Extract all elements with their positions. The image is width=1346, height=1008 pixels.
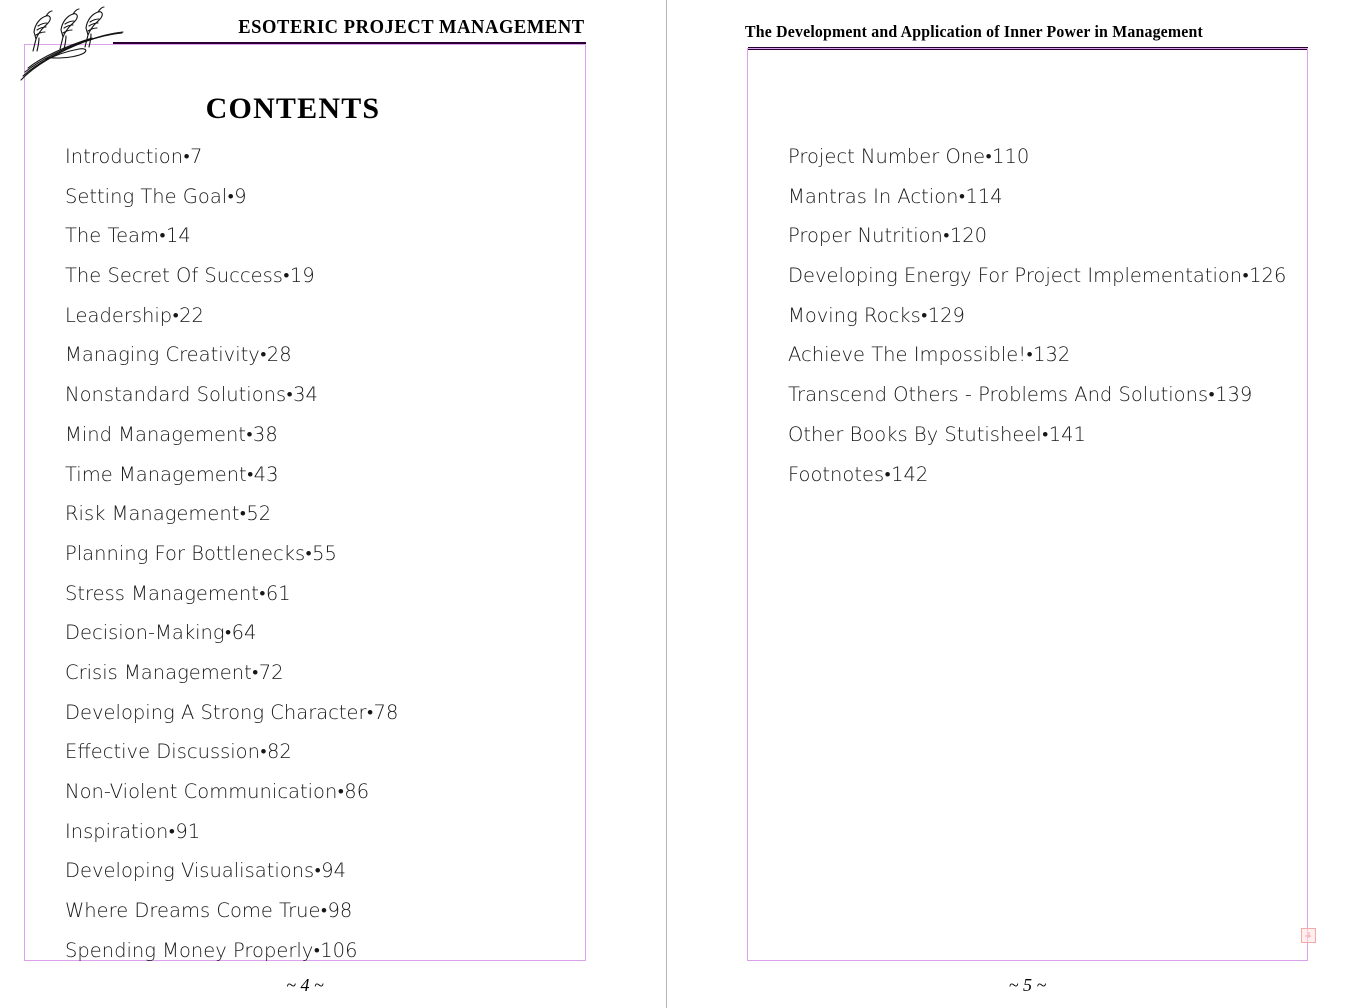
toc-entry-page-number: 64 [231,621,257,645]
toc-entry-separator-icon: • [314,861,321,882]
toc-entry[interactable] [65,660,565,700]
toc-entry-separator-icon: • [172,305,179,326]
toc-entry-title: Inspiration [65,819,169,843]
toc-entry-separator-icon: • [1242,266,1249,287]
toc-entry[interactable] [788,223,1288,263]
toc-entry-separator-icon: • [225,623,232,644]
toc-entry-page-number: 72 [258,660,284,684]
toc-entry-title: Time Management [65,462,247,486]
toc-entry-separator-icon: • [286,385,293,406]
toc-entry[interactable] [65,223,565,263]
toc-entry-page-number: 98 [327,899,353,923]
toc-entry-title: Leadership [65,303,173,327]
toc-entry-separator-icon: • [260,345,267,366]
toc-entry-title: Crisis Management [65,660,252,684]
toc-entry-separator-icon: • [239,504,246,525]
toc-entry-page-number: 142 [891,462,929,486]
toc-entry-page-number: 91 [175,819,201,843]
toc-entry[interactable] [65,700,565,740]
left-page-folio: ~ 4 ~ [286,975,324,995]
toc-entry-separator-icon: • [921,305,928,326]
toc-entry[interactable] [65,898,565,938]
toc-entry[interactable] [65,382,565,422]
toc-entry-separator-icon: • [313,940,320,961]
contents-heading: CONTENTS [205,92,381,125]
toc-entry-page-number: 114 [965,184,1003,208]
toc-entry-page-number: 9 [234,184,247,208]
toc-entry[interactable] [65,739,565,779]
toc-entry-page-number: 120 [949,224,988,248]
toc-entry[interactable] [788,144,1288,184]
toc-entry-page-number: 7 [190,145,203,168]
toc-entry-page-number: 55 [312,541,337,565]
toc-entry-title: Footnotes [788,462,885,486]
toc-entry[interactable] [65,144,565,184]
toc-entry-title: Mantras In Action [788,184,959,208]
toc-entry-title: Effective Discussion [65,740,260,764]
toc-entry-title: Achieve The Impossible! [788,343,1027,367]
toc-entry-separator-icon: • [252,662,259,683]
toc-entry-title: Spending Money Properly [65,938,314,962]
toc-entry-separator-icon: • [246,424,253,445]
toc-entry-page-number: 129 [927,303,965,327]
toc-entry[interactable] [65,541,565,581]
toc-entry-title: Developing A Strong Character [65,700,367,724]
toc-entry[interactable] [65,303,565,343]
right-toc-list [788,144,1288,501]
toc-entry[interactable] [65,184,565,224]
toc-entry-separator-icon: • [259,583,266,604]
toc-entry[interactable] [65,858,565,898]
toc-entry-page-number: 110 [992,145,1030,168]
toc-entry-page-number: 106 [320,938,358,962]
toc-entry-page-number: 86 [344,780,370,803]
toc-entry-title: Other Books By Stutisheel [788,422,1042,446]
toc-entry[interactable] [65,501,565,541]
toc-entry-page-number: 82 [266,740,292,764]
toc-entry[interactable] [65,819,565,859]
toc-entry-title: Introduction [65,145,184,168]
toc-entry[interactable] [788,303,1288,343]
toc-entry-title: Planning For Bottlenecks [65,541,306,565]
toc-entry-page-number: 61 [265,581,291,605]
toc-entry-separator-icon: • [260,742,267,763]
toc-entry[interactable] [788,422,1288,462]
toc-entry-page-number: 139 [1215,383,1253,407]
left-page [0,0,666,1008]
toc-entry-title: Setting The Goal [65,184,228,208]
toc-entry-title: Developing Visualisations [65,859,315,883]
toc-entry-title: Moving Rocks [788,303,921,327]
toc-entry-separator-icon: • [1208,385,1215,406]
toc-entry-separator-icon: • [958,186,965,207]
toc-entry-page-number: 14 [165,224,191,248]
frame-resize-handle[interactable] [1301,928,1316,943]
toc-entry-separator-icon: • [1026,345,1033,366]
toc-entry[interactable] [788,184,1288,224]
toc-entry-page-number: 22 [179,303,204,327]
toc-entry[interactable] [65,779,565,819]
toc-entry-separator-icon: • [168,821,175,842]
left-running-head: ESOTERIC PROJECT MANAGEMENT [238,17,585,38]
toc-entry[interactable] [788,382,1288,422]
toc-entry-page-number: 38 [252,422,278,446]
toc-entry-separator-icon: • [320,901,327,922]
toc-entry-title: Developing Energy For Project Implementation [788,264,1243,288]
toc-entry-title: The Secret Of Success [65,264,283,288]
toc-entry-separator-icon: • [985,147,992,167]
toc-entry-separator-icon: • [367,702,374,723]
toc-entry-title: Where Dreams Come True [65,899,321,923]
toc-entry-title: Transcend Others - Problems And Solutions [788,383,1209,407]
toc-entry-separator-icon: • [943,226,950,247]
toc-entry[interactable] [65,938,565,978]
toc-entry-separator-icon: • [227,186,234,207]
toc-entry[interactable] [788,342,1288,382]
toc-entry-separator-icon: • [337,782,344,802]
toc-entry[interactable] [788,462,1288,502]
toc-entry-title: Nonstandard Solutions [65,383,287,407]
toc-entry-page-number: 141 [1048,422,1086,446]
toc-entry-page-number: 126 [1249,264,1287,288]
toc-entry-separator-icon: • [1042,424,1049,445]
toc-entry[interactable] [65,422,565,462]
toc-entry-title: Non-Violent Communication [65,780,338,803]
toc-entry-separator-icon: • [884,464,891,485]
toc-entry-separator-icon: • [305,543,312,564]
toc-entry-separator-icon: • [159,226,166,247]
toc-entry-title: Managing Creativity [65,343,260,367]
toc-entry[interactable] [65,581,565,621]
toc-entry-page-number: 34 [293,383,318,407]
toc-entry-page-number: 78 [373,700,399,724]
toc-entry-title: Decision-Making [65,621,225,645]
toc-entry-title: The Team [65,224,160,248]
right-page-folio: ~ 5 ~ [1008,975,1047,995]
toc-entry-page-number: 43 [253,462,279,486]
left-toc-list [65,144,565,977]
toc-entry-title: Stress Management [65,581,259,605]
toc-entry-separator-icon: • [183,147,190,167]
toc-entry-page-number: 19 [289,264,315,288]
toc-entry-title: Risk Management [65,502,240,526]
toc-entry[interactable] [65,462,565,502]
toc-entry-separator-icon: • [247,464,254,485]
toc-entry-separator-icon: • [283,266,290,287]
toc-entry[interactable] [788,263,1288,303]
toc-entry-title: Project Number One [788,145,986,168]
toc-entry-page-number: 52 [246,502,272,526]
toc-entry-page-number: 28 [266,343,292,367]
right-running-head: The Development and Application of Inner Power in Management [745,22,1203,41]
toc-entry-title: Mind Management [65,422,246,446]
toc-entry-page-number: 132 [1033,343,1071,367]
toc-entry[interactable] [65,342,565,382]
toc-entry-page-number: 94 [321,859,346,883]
toc-entry[interactable] [65,620,565,660]
toc-entry-title: Proper Nutrition [788,224,943,248]
toc-entry[interactable] [65,263,565,303]
